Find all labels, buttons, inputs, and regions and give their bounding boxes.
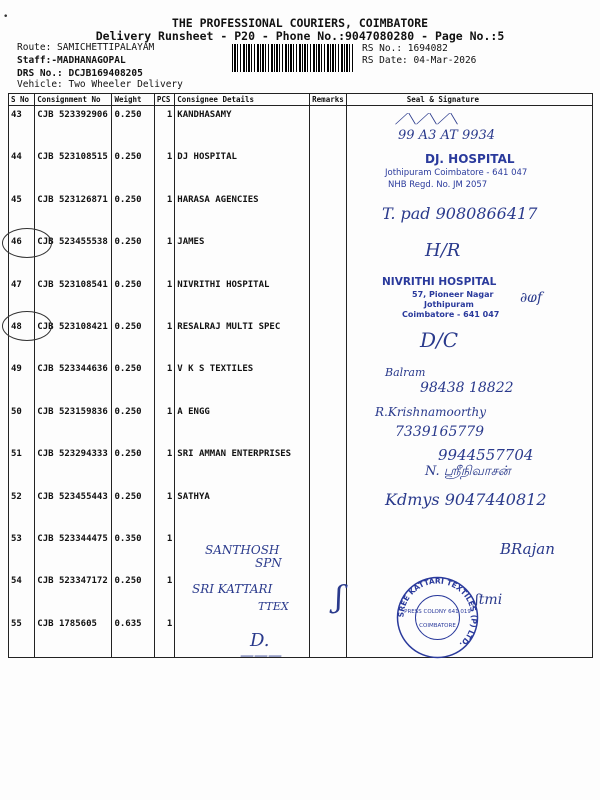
row-sno: 54 (9, 572, 35, 614)
row-remarks (310, 318, 347, 360)
table-row (9, 615, 593, 658)
row-sno: 46 (9, 233, 35, 275)
row-consignment: CJB 523159836 (35, 403, 112, 445)
vehicle-label: Vehicle: Two Wheeler Delivery (17, 79, 183, 90)
row-remarks (310, 445, 347, 487)
handwritten-phone: T. pad 9080866417 (382, 204, 538, 223)
nivrithi-stamp-line3: Jothipuram (424, 300, 474, 309)
col-pcs: PCS (154, 94, 174, 106)
rs-number: RS No.: 1694082 (362, 43, 448, 54)
dj-hospital-stamp-reg: NHB Regd. No. JM 2057 (388, 180, 488, 190)
row-consignment: CJB 523347172 (35, 572, 112, 614)
row-remarks (310, 233, 347, 275)
row-consignee: JAMES (175, 233, 310, 275)
row-pcs: 1 (154, 191, 174, 233)
row-weight: 0.250 (112, 360, 154, 402)
kattari-stamp-city: COIMBATORE (419, 623, 456, 629)
dj-hospital-stamp-name: DJ. HOSPITAL (425, 152, 515, 166)
row-sno: 45 (9, 191, 35, 233)
col-remarks: Remarks (310, 94, 347, 106)
row-pcs: 1 (154, 148, 174, 190)
handwritten-name: R.Krishnamoorthy (375, 405, 487, 419)
handwritten-name: SRI KATTARI (192, 582, 273, 596)
corner-mark: • (3, 12, 9, 22)
row-pcs: 1 (154, 106, 174, 149)
table-header-row (9, 94, 593, 106)
row-weight: 0.250 (112, 276, 154, 318)
row-weight: 0.250 (112, 403, 154, 445)
row-sno: 52 (9, 488, 35, 530)
handwritten-vehicle-number: 99 A3 AT 9934 (398, 128, 496, 143)
row-weight: 0.250 (112, 233, 154, 275)
table-row (9, 318, 593, 360)
signature-scribble: ⟋⟍⟋⟍⟋⟍ (395, 110, 459, 128)
row-pcs: 1 (154, 615, 174, 658)
row-consignment: CJB 523455443 (35, 488, 112, 530)
row-sno: 43 (9, 106, 35, 149)
row-pcs: 1 (154, 403, 174, 445)
handwritten-phone: 7339165779 (395, 424, 485, 440)
row-marker-circle (2, 311, 52, 341)
row-sno: 50 (9, 403, 35, 445)
row-sno: 53 (9, 530, 35, 572)
row-consignee: RESALRAJ MULTI SPEC (175, 318, 310, 360)
row-consignee: SATHYA (175, 488, 310, 530)
signature-scribble: ʃ (335, 580, 344, 615)
staff-label: Staff:-MADHANAGOPAL (17, 55, 126, 66)
row-consignment: CJB 523344475 (35, 530, 112, 572)
row-signature (346, 318, 592, 360)
row-sno: 55 (9, 615, 35, 658)
handwritten-name-phone: Kdmys 9047440812 (385, 490, 547, 509)
row-consignment: CJB 523126871 (35, 191, 112, 233)
handwritten-phone: 98438 18822 (420, 380, 514, 396)
handwritten-mark: D. (250, 630, 270, 651)
row-consignee: NIVRITHI HOSPITAL (175, 276, 310, 318)
dj-hospital-stamp-address: Jothipuram Coimbatore - 641 047 (385, 168, 528, 178)
kattari-round-stamp (395, 575, 480, 660)
row-sno: 48 (9, 318, 35, 360)
row-weight: 0.250 (112, 318, 154, 360)
kattari-stamp-inner-text: PRESS COLONY 641 019 (404, 609, 471, 615)
row-marker-circle (2, 228, 52, 258)
row-pcs: 1 (154, 488, 174, 530)
col-consignment: Consignment No (35, 94, 112, 106)
handwritten-phone: 9944557704 (438, 446, 534, 464)
handwritten-note: SPN (255, 556, 282, 570)
nivrithi-stamp-line2: 57, Pioneer Nagar (412, 290, 494, 299)
row-weight: 0.250 (112, 572, 154, 614)
row-consignee: KANDHASAMY (175, 106, 310, 149)
nivrithi-stamp-name: NIVRITHI HOSPITAL (382, 276, 497, 288)
company-title: THE PROFESSIONAL COURIERS, COIMBATORE (171, 16, 429, 30)
route-label: Route: SAMICHETTIPALAYAM (17, 42, 155, 53)
row-weight: 0.350 (112, 530, 154, 572)
row-consignee: DJ HOSPITAL (175, 148, 310, 190)
kattari-stamp-outer-text: SREE KATTARI TEXTILES (P) LTD. (396, 576, 479, 650)
runsheet-subtitle: Delivery Runsheet - P20 - Phone No.:9047080280 - Page No.:5 (95, 29, 505, 43)
handwritten-note: TTEX (258, 600, 289, 613)
row-pcs: 1 (154, 572, 174, 614)
row-remarks (310, 360, 347, 402)
table-row (9, 572, 593, 614)
row-sno: 51 (9, 445, 35, 487)
col-consignee: Consignee Details (175, 94, 310, 106)
col-weight: Weight (112, 94, 154, 106)
row-weight: 0.250 (112, 106, 154, 149)
table-row (9, 106, 593, 149)
barcode (232, 44, 354, 72)
table-row (9, 403, 593, 445)
row-pcs: 1 (154, 318, 174, 360)
row-consignment: CJB 523108421 (35, 318, 112, 360)
row-remarks (310, 276, 347, 318)
row-sno: 44 (9, 148, 35, 190)
nivrithi-stamp-line4: Coimbatore - 641 047 (402, 310, 500, 319)
handwritten-initials: H/R (425, 240, 461, 261)
row-remarks (310, 488, 347, 530)
row-consignee: SRI AMMAN ENTERPRISES (175, 445, 310, 487)
row-consignment: CJB 523344636 (35, 360, 112, 402)
handwritten-name: N. ஸ்ரீநிவாசன் (425, 464, 511, 479)
row-pcs: 1 (154, 233, 174, 275)
row-remarks (310, 403, 347, 445)
rs-date: RS Date: 04-Mar-2026 (362, 55, 477, 66)
table-row (9, 233, 593, 275)
handwritten-name: SANTHOSH (205, 543, 280, 557)
row-remarks (310, 530, 347, 572)
row-signature (346, 530, 592, 572)
row-consignee: HARASA AGENCIES (175, 191, 310, 233)
row-consignment: CJB 523455538 (35, 233, 112, 275)
handwritten-line: ——— (240, 648, 282, 664)
row-pcs: 1 (154, 530, 174, 572)
handwritten-name: Balram (385, 366, 426, 379)
row-consignment: CJB 1785605 (35, 615, 112, 658)
row-consignment: CJB 523392906 (35, 106, 112, 149)
row-pcs: 1 (154, 276, 174, 318)
row-sno: 49 (9, 360, 35, 402)
row-sno: 47 (9, 276, 35, 318)
row-consignment: CJB 523108515 (35, 148, 112, 190)
row-remarks (310, 148, 347, 190)
table-row (9, 276, 593, 318)
signature: BRajan (500, 540, 555, 558)
signature-scribble: ∂ⱷf (520, 290, 543, 306)
row-weight: 0.635 (112, 615, 154, 658)
row-pcs: 1 (154, 445, 174, 487)
drs-number: DRS No.: DCJB169408205 (17, 68, 143, 79)
row-remarks (310, 106, 347, 149)
row-weight: 0.250 (112, 148, 154, 190)
row-remarks (310, 615, 347, 658)
col-signature: Seal & Signature (346, 94, 592, 106)
row-pcs: 1 (154, 360, 174, 402)
row-weight: 0.250 (112, 191, 154, 233)
signature-scribble: ʃtmi (475, 592, 503, 608)
row-consignment: CJB 523108541 (35, 276, 112, 318)
row-signature (346, 233, 592, 275)
col-sno: S No (9, 94, 35, 106)
row-consignment: CJB 523294333 (35, 445, 112, 487)
row-weight: 0.250 (112, 445, 154, 487)
row-remarks (310, 191, 347, 233)
row-consignee: V K S TEXTILES (175, 360, 310, 402)
handwritten-initials: D/C (420, 328, 459, 352)
row-consignee: A ENGG (175, 403, 310, 445)
row-weight: 0.250 (112, 488, 154, 530)
